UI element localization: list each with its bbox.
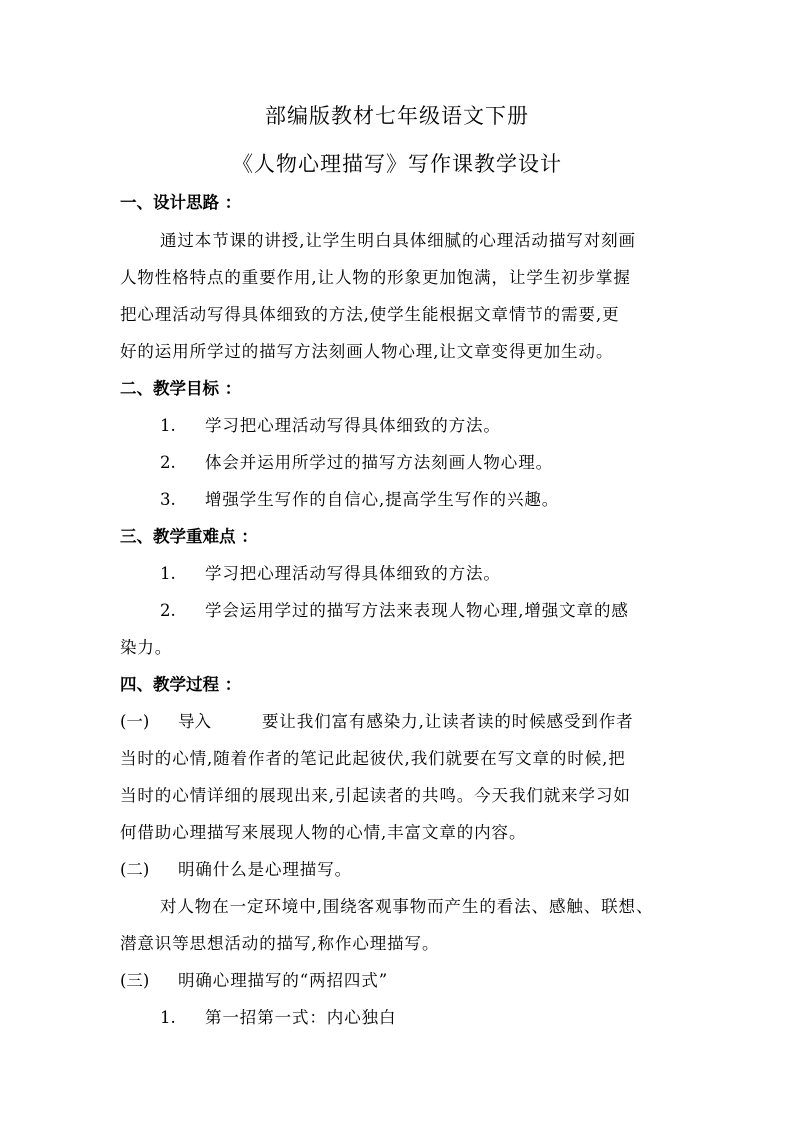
subsection-label: (一) [120,712,150,731]
list-item-number: 2. [160,601,176,620]
list-item-number: 1. [160,1008,176,1027]
list-item-text: 增强学生写作的自信心,提高学生写作的兴趣。 [205,490,560,509]
section-heading-teaching-process: 四、教学过程 ： [120,675,242,694]
document-title: 部编版教材七年级语文下册 [265,104,529,128]
subsection-title: 导入 [178,712,211,731]
subsection-title: 明确什么是心理描写。 [178,860,352,879]
subsection-label: (三) [120,971,150,990]
list-item-text: 学会运用学过的描写方法来表现人物心理,增强文章的感 [205,601,629,620]
list-item-text: 体会并运用所学过的描写方法刻画人物心理。 [205,453,553,472]
section-heading-teaching-goals: 二、教学目标 ： [120,379,242,398]
section-heading-design-idea: 一、设计思路 ： [120,193,242,212]
document-subtitle: 《人物心理描写》写作课教学设计 [232,152,562,176]
paragraph-line: 对人物在一定环境中,围绕客观事物而产生的看法、感触、联想、 [160,897,654,916]
list-item-number: 3. [160,490,176,509]
list-item-number: 1. [160,564,176,583]
subsection-title: 明确心理描写的“两招四式” [178,971,389,990]
paragraph-line: 把心理活动写得具体细致的方法,使学生能根据文章情节的需要,更 [120,305,620,324]
paragraph-line: 要让我们富有感染力,让读者读的时候感受到作者 [262,712,634,731]
list-item-text: 学习把心理活动写得具体细致的方法。 [205,416,501,435]
paragraph-line: 人物性格特点的重要作用,让人物的形象更加饱满，让学生初步掌握 [120,268,631,287]
section-heading-key-difficulties: 三、教学重难点 ： [120,527,258,546]
list-item-number: 1. [160,416,176,435]
list-item-text: 第一招第一式：内心独白 [205,1008,397,1027]
list-item-number: 2. [160,453,176,472]
paragraph-line: 潜意识等思想活动的描写,称作心理描写。 [120,934,440,953]
paragraph-line: 通过本节课的讲授,让学生明白具体细腻的心理活动描写对刻画 [160,231,636,250]
list-item-continuation: 染力。 [120,638,173,657]
paragraph-line: 当时的心情,随着作者的笔记此起彼伏,我们就要在写文章的时候,把 [120,749,626,768]
paragraph-line: 当时的心情详细的展现出来,引起读者的共鸣。今天我们就来学习如 [120,786,631,805]
list-item-text: 学习把心理活动写得具体细致的方法。 [205,564,501,583]
subsection-label: (二) [120,860,150,879]
paragraph-line: 好的运用所学过的描写方法刻画人物心理,让文章变得更加生动。 [120,342,614,361]
paragraph-line: 何借助心理描写来展现人物的心情,丰富文章的内容。 [120,823,527,842]
